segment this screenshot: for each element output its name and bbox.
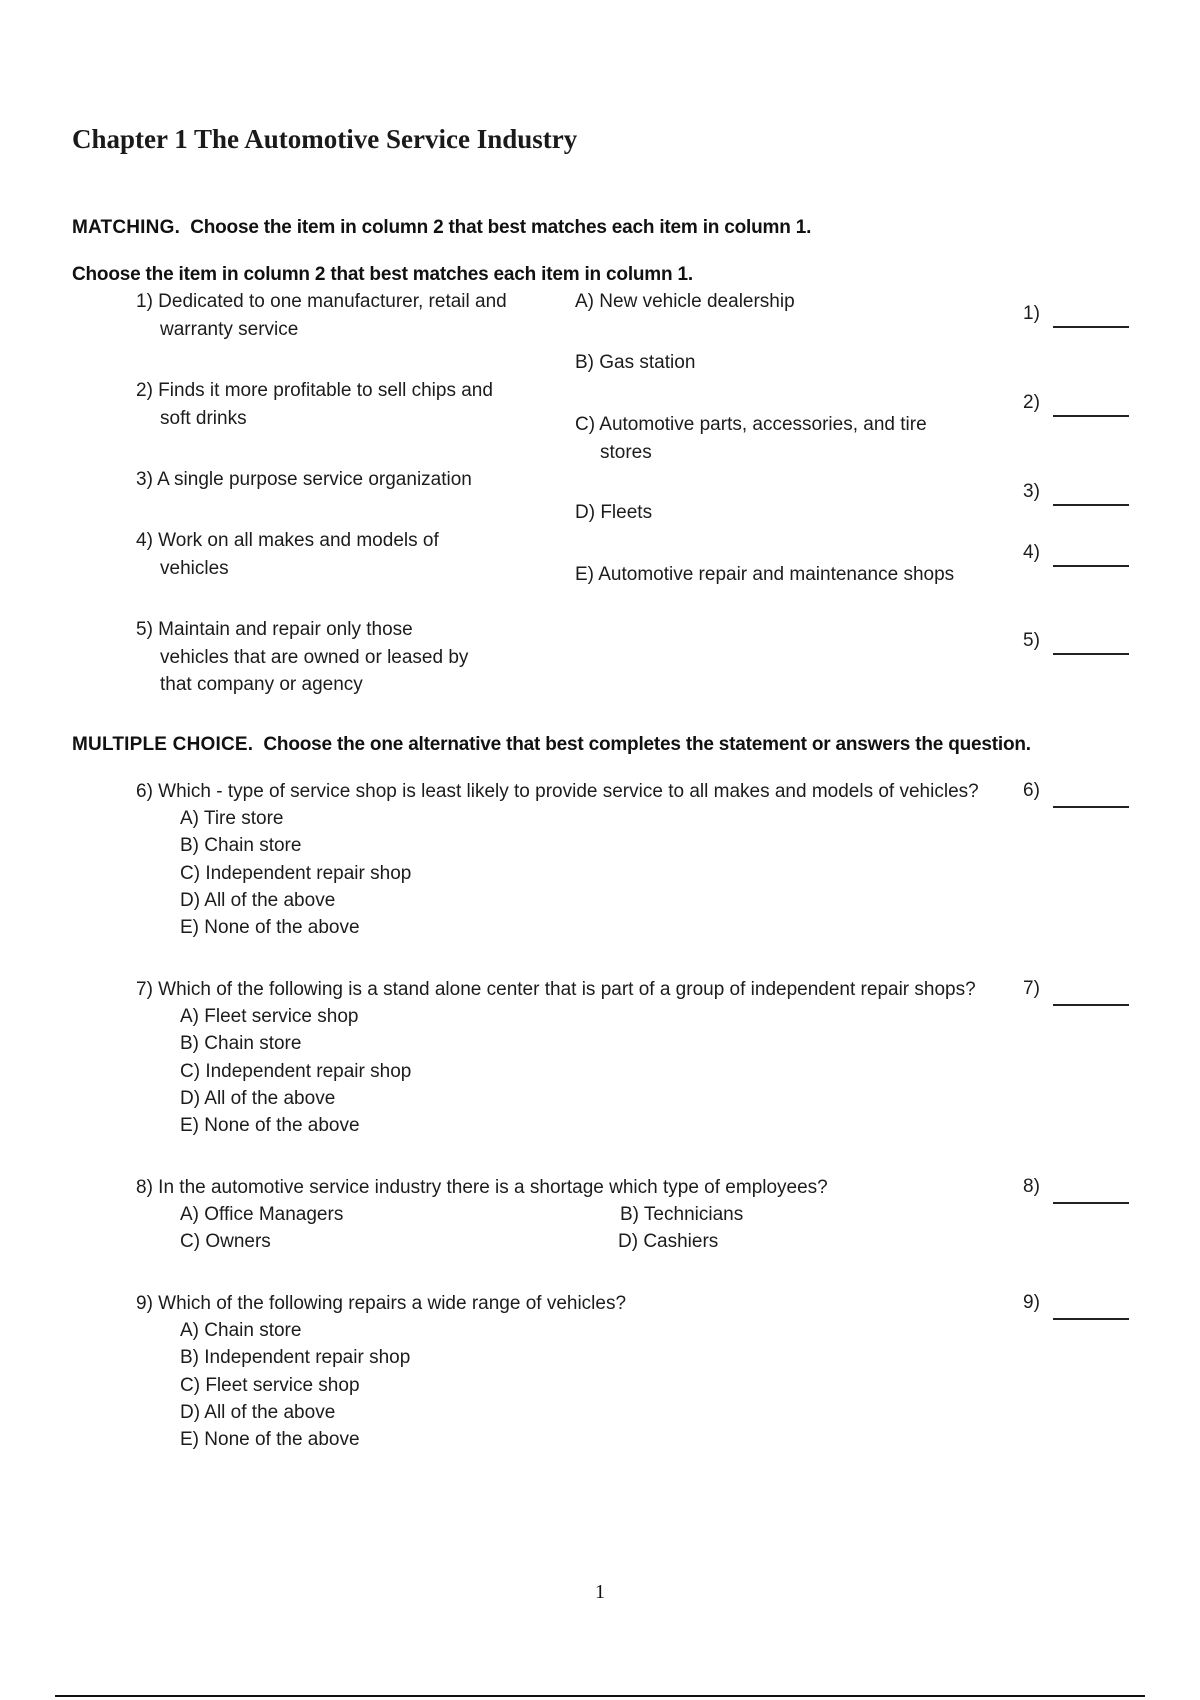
choice-option[interactable]: D) All of the above	[180, 890, 336, 911]
matching-item: 1) Dedicated to one manufacturer, retail and warranty service	[136, 291, 507, 340]
answer-number: 9)	[1023, 1292, 1040, 1313]
choice-option[interactable]: D) All of the above	[180, 1402, 336, 1423]
page-number: 1	[595, 1581, 605, 1603]
question-text: 7) Which of the following is a stand alone center that is part of a group of independent repair shops?	[136, 979, 976, 1000]
matching-header	[72, 217, 811, 239]
answer-number: 7)	[1023, 978, 1040, 999]
question-text: 8) In the automotive service industry there is a shortage which type of employees?	[136, 1177, 828, 1198]
choice-option[interactable]: C) Fleet service shop	[180, 1375, 360, 1396]
matching-instruction: Choose the item in column 2 that best matches each item in column 1.	[190, 217, 812, 238]
choice-option[interactable]: C) Independent repair shop	[180, 1061, 412, 1082]
matching-option: C) Automotive parts, accessories, and tire stores	[575, 414, 927, 463]
multiple-choice-header	[72, 734, 1031, 756]
choice-option[interactable]: A) Chain store	[180, 1320, 302, 1341]
answer-number: 5)	[1023, 630, 1040, 651]
choice-option[interactable]: A) Fleet service shop	[180, 1006, 359, 1027]
matching-option: E) Automotive repair and maintenance shops	[575, 564, 955, 585]
choice-option[interactable]: E) None of the above	[180, 1429, 360, 1450]
answer-number: 3)	[1023, 481, 1040, 502]
answer-blank[interactable]	[1053, 1004, 1129, 1006]
answer-number: 1)	[1023, 303, 1040, 324]
multiple-choice-instruction: Choose the one alternative that best completes the statement or answers the question.	[263, 734, 1031, 755]
answer-number: 8)	[1023, 1176, 1040, 1197]
answer-blank[interactable]	[1053, 326, 1129, 328]
multiple-choice-label: MULTIPLE CHOICE.	[72, 734, 254, 755]
answer-blank[interactable]	[1053, 1202, 1129, 1204]
question-text: 6) Which - type of service shop is least likely to provide service to all makes and models of vehicles?	[136, 781, 979, 802]
answer-blank[interactable]	[1053, 504, 1129, 506]
matching-option: D) Fleets	[575, 502, 653, 523]
matching-label: MATCHING.	[72, 217, 181, 238]
matching-option: B) Gas station	[575, 352, 696, 373]
matching-item: 4) Work on all makes and models of vehicles	[136, 530, 439, 579]
choice-option[interactable]: B) Chain store	[180, 1033, 302, 1054]
choice-option[interactable]: C) Owners	[180, 1231, 271, 1252]
choice-option[interactable]: B) Independent repair shop	[180, 1347, 411, 1368]
choice-option[interactable]: E) None of the above	[180, 917, 360, 938]
matching-item: 2) Finds it more profitable to sell chips and soft drinks	[136, 380, 493, 429]
choice-option[interactable]: C) Independent repair shop	[180, 863, 412, 884]
answer-number: 4)	[1023, 542, 1040, 563]
matching-item: 5) Maintain and repair only those vehicles that are owned or leased by that company or agency	[136, 619, 469, 695]
matching-subheader: Choose the item in column 2 that best matches each item in column 1.	[72, 264, 693, 285]
choice-option[interactable]: A) Tire store	[180, 808, 284, 829]
choice-option[interactable]: D) Cashiers	[618, 1231, 719, 1252]
matching-option: A) New vehicle dealership	[575, 291, 795, 312]
answer-number: 2)	[1023, 392, 1040, 413]
answer-blank[interactable]	[1053, 1318, 1129, 1320]
matching-item: 3) A single purpose service organization	[136, 469, 472, 490]
answer-blank[interactable]	[1053, 415, 1129, 417]
answer-number: 6)	[1023, 780, 1040, 801]
page-title: Chapter 1 The Automotive Service Industry	[72, 124, 578, 154]
answer-blank[interactable]	[1053, 806, 1129, 808]
answer-blank[interactable]	[1053, 653, 1129, 655]
choice-option[interactable]: B) Chain store	[180, 835, 302, 856]
choice-option[interactable]: D) All of the above	[180, 1088, 336, 1109]
choice-option[interactable]: A) Office Managers	[180, 1204, 344, 1225]
question-text: 9) Which of the following repairs a wide range of vehicles?	[136, 1293, 627, 1314]
page-bottom-rule	[55, 1695, 1145, 1697]
choice-option[interactable]: B) Technicians	[620, 1204, 744, 1225]
answer-blank[interactable]	[1053, 565, 1129, 567]
choice-option[interactable]: E) None of the above	[180, 1115, 360, 1136]
